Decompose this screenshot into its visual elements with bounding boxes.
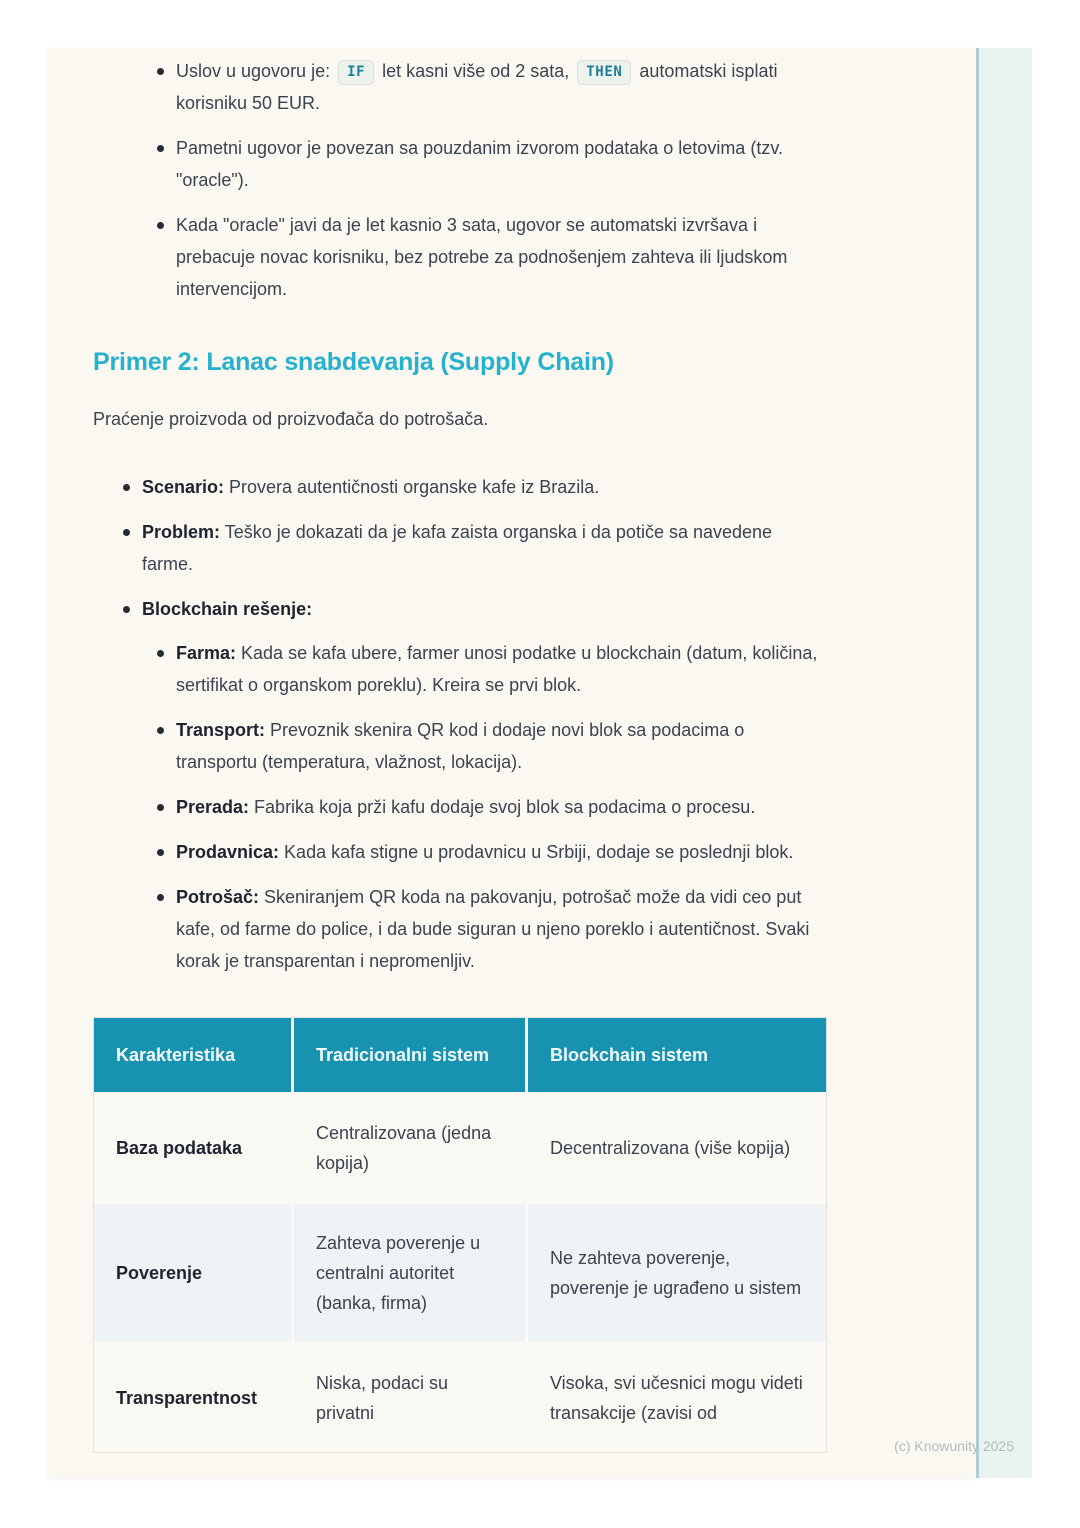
comparison-table-body: [94, 1092, 826, 1452]
list-item: Uslov u ugovoru je: IF let kasni više od 2 sata, THEN automatski isplati korisniku 50 EUR.: [176, 55, 828, 119]
table-header-cell: Tradicionalni sistem: [294, 1018, 528, 1092]
list-item-label: Transport:: [176, 720, 266, 740]
table-row: [94, 1202, 826, 1342]
table-cell: Niska, podaci su privatni: [294, 1342, 528, 1452]
list-item-label: Farma:: [176, 643, 237, 663]
nested-list: [142, 637, 828, 977]
list-item-label: Blockchain rešenje:: [142, 599, 313, 619]
side-accent-strip: [976, 48, 1032, 1478]
table-cell: Decentralizovana (više kopija): [528, 1092, 826, 1202]
list-item-label: Prerada:: [176, 797, 250, 817]
section-heading: Primer 2: Lanac snabdevanja (Supply Chain): [93, 348, 614, 376]
list-item: Pametni ugovor je povezan sa pouzdanim izvorom podataka o letovima (tzv. "oracle").: [176, 132, 828, 196]
code-badge: IF: [338, 60, 374, 85]
table-cell: Zahteva poverenje u centralni autoritet (banka, firma): [294, 1202, 528, 1342]
table-cell: Centralizovana (jedna kopija): [294, 1092, 528, 1202]
document-page: [48, 48, 976, 1478]
comparison-table-header: [94, 1018, 826, 1092]
list-item: Problem: Teško je dokazati da je kafa zaista organska i da potiče sa navedene farme.: [142, 516, 828, 580]
intro-list: [93, 55, 828, 305]
document-content: [48, 48, 828, 1453]
list-item: Prodavnica: Kada kafa stigne u prodavnicu u Srbiji, dodaje se poslednji blok.: [176, 836, 828, 868]
section-lead-paragraph: Praćenje proizvoda od proizvođača do potrošača.: [93, 409, 489, 429]
list-item: Farma: Kada se kafa ubere, farmer unosi podatke u blockchain (datum, količina, sertifikat o organskom poreklu). Kreira se prvi blok.: [176, 637, 828, 701]
topic-list: [93, 471, 828, 977]
table-row-header-cell: Transparentnost: [94, 1342, 294, 1452]
list-item-label: Prodavnica:: [176, 842, 280, 862]
copyright-watermark: (c) Knowunity 2025: [894, 1438, 1014, 1454]
list-item-label: Problem:: [142, 522, 221, 542]
code-badge: THEN: [577, 60, 631, 85]
list-item: Prerada: Fabrika koja prži kafu dodaje svoj blok sa podacima o procesu.: [176, 791, 828, 823]
list-item: Transport: Prevoznik skenira QR kod i dodaje novi blok sa podacima o transportu (temperatura, vlažnost, lokacija).: [176, 714, 828, 778]
table-row: [94, 1092, 826, 1202]
list-item-label: Potrošač:: [176, 887, 260, 907]
table-row-header-cell: Baza podataka: [94, 1092, 294, 1202]
list-item-label: Scenario:: [142, 477, 225, 497]
table-cell: Visoka, svi učesnici mogu videti transakcije (zavisi od: [528, 1342, 826, 1452]
table-row: [94, 1342, 826, 1452]
table-cell: Ne zahteva poverenje, poverenje je ugrađeno u sistem: [528, 1202, 826, 1342]
comparison-table: [93, 1017, 827, 1453]
list-item: Potrošač: Skeniranjem QR koda na pakovanju, potrošač može da vidi ceo put kafe, od farme do police, i da bude siguran u njeno poreklo i autentičnost. Svaki korak je transparentan i nepromenljiv.: [176, 881, 828, 977]
table-header-row: [94, 1018, 826, 1092]
list-item: Scenario: Provera autentičnosti organske kafe iz Brazila.: [142, 471, 828, 503]
list-item: [142, 593, 828, 977]
table-header-cell: Blockchain sistem: [528, 1018, 826, 1092]
list-item: Kada "oracle" javi da je let kasnio 3 sata, ugovor se automatski izvršava i prebacuje novac korisniku, bez potrebe za podnošenjem zahteva ili ljudskom intervencijom.: [176, 209, 828, 305]
table-header-cell: Karakteristika: [94, 1018, 294, 1092]
table-row-header-cell: Poverenje: [94, 1202, 294, 1342]
